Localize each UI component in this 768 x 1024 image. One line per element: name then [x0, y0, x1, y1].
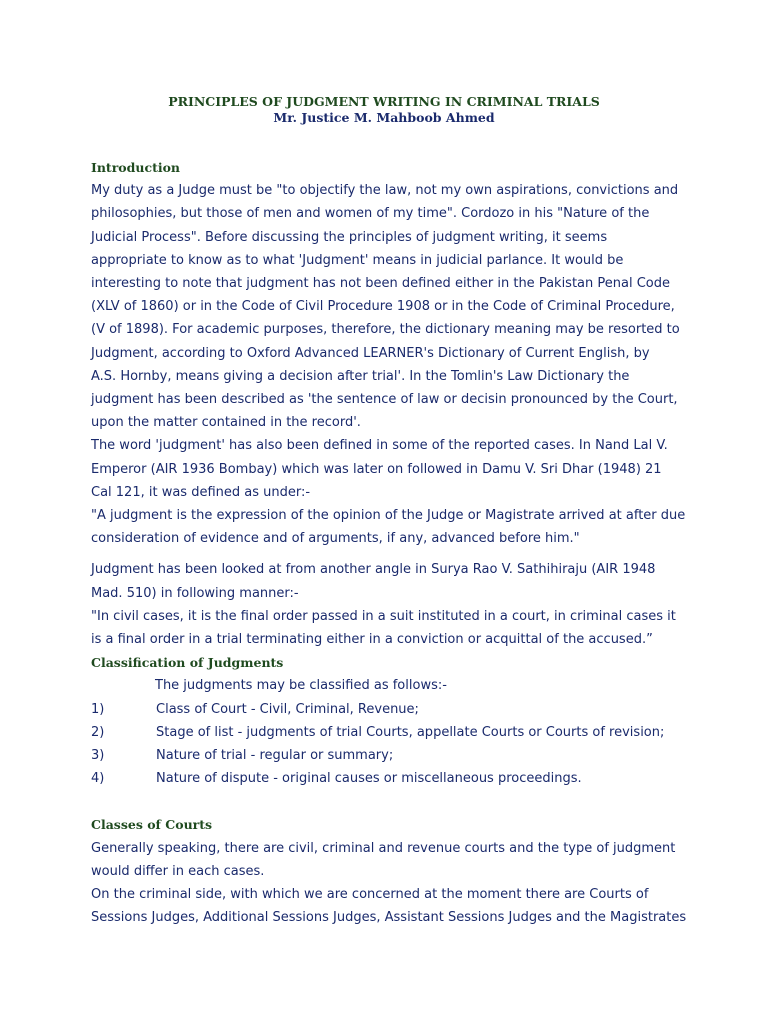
- body-line: would differ in each cases.: [91, 863, 265, 879]
- list-item-number: 3): [91, 748, 105, 764]
- document-body: [91, 156, 686, 930]
- body-line: philosophies, but those of men and women of my time". Cordozo in his "Nature of the: [91, 206, 650, 222]
- list-item-text: Nature of dispute - original causes or miscellaneous proceedings.: [156, 771, 582, 787]
- body-line: appropriate to know as to what 'Judgment' means in judicial parlance. It would be: [91, 252, 624, 268]
- body-line: is a final order in a trial terminating either in a conviction or acquittal of the accused.”: [91, 632, 653, 648]
- body-line: interesting to note that judgment has not been defined either in the Pakistan Penal Code: [91, 276, 670, 292]
- list-item-text: Class of Court - Civil, Criminal, Revenue;: [156, 701, 419, 717]
- body-line: consideration of evidence and of arguments, if any, advanced before him.": [91, 531, 580, 547]
- body-line: upon the matter contained in the record'.: [91, 415, 361, 431]
- list-item: [91, 767, 686, 790]
- section-heading-introduction: Introduction: [91, 160, 181, 175]
- body-line: On the criminal side, with which we are concerned at the moment there are Courts of: [91, 887, 649, 903]
- body-line: Sessions Judges, Additional Sessions Judges, Assistant Sessions Judges and the Magistrates: [91, 910, 687, 926]
- body-line: A.S. Hornby, means giving a decision after trial'. In the Tomlin's Law Dictionary the: [91, 368, 630, 384]
- document-title: PRINCIPLES OF JUDGMENT WRITING IN CRIMINAL TRIALS: [168, 94, 600, 109]
- list-item-text: Stage of list - judgments of trial Courts, appellate Courts or Courts of revision;: [156, 724, 665, 740]
- section-heading-classes-of-courts: Classes of Courts: [91, 817, 213, 833]
- list-item: [91, 744, 686, 767]
- body-line: Mad. 510) in following manner:-: [91, 585, 299, 601]
- list-item-number: 1): [91, 701, 105, 717]
- list-item: [91, 721, 686, 744]
- list-item-number: 4): [91, 771, 105, 787]
- body-line: Emperor (AIR 1936 Bombay) which was later on followed in Damu V. Sri Dhar (1948) 21: [91, 461, 662, 477]
- document-author: Mr. Justice M. Mahboob Ahmed: [273, 110, 495, 125]
- body-line: The word 'judgment' has also been defined in some of the reported cases. In Nand Lal V.: [91, 438, 668, 454]
- list-item-number: 2): [91, 724, 105, 740]
- body-line: My duty as a Judge must be "to objectify the law, not my own aspirations, convictions and: [91, 183, 679, 199]
- body-line: (XLV of 1860) or in the Code of Civil Procedure 1908 or in the Code of Criminal Procedure,: [91, 299, 675, 315]
- body-line: Cal 121, it was defined as under:-: [91, 484, 311, 500]
- body-line: judgment has been described as 'the sentence of law or decisin pronounced by the Court,: [91, 392, 678, 408]
- section-heading-classification: Classification of Judgments: [91, 655, 284, 671]
- body-line: Judicial Process". Before discussing the principles of judgment writing, it seems: [91, 229, 608, 245]
- list-item: [91, 698, 686, 721]
- list-item-text: Nature of trial - regular or summary;: [156, 748, 394, 764]
- body-line: Generally speaking, there are civil, criminal and revenue courts and the type of judgment: [91, 840, 676, 856]
- body-line: (V of 1898). For academic purposes, therefore, the dictionary meaning may be resorted to: [91, 322, 680, 338]
- body-line: Judgment has been looked at from another angle in Surya Rao V. Sathihiraju (AIR 1948: [91, 562, 656, 578]
- body-line: "A judgment is the expression of the opinion of the Judge or Magistrate arrived at after due: [91, 508, 686, 524]
- body-line: Judgment, according to Oxford Advanced LEARNER's Dictionary of Current English, by: [91, 345, 650, 361]
- classification-intro: The judgments may be classified as follows:-: [155, 678, 447, 694]
- body-line: "In civil cases, it is the final order passed in a suit instituted in a court, in criminal cases it: [91, 608, 676, 624]
